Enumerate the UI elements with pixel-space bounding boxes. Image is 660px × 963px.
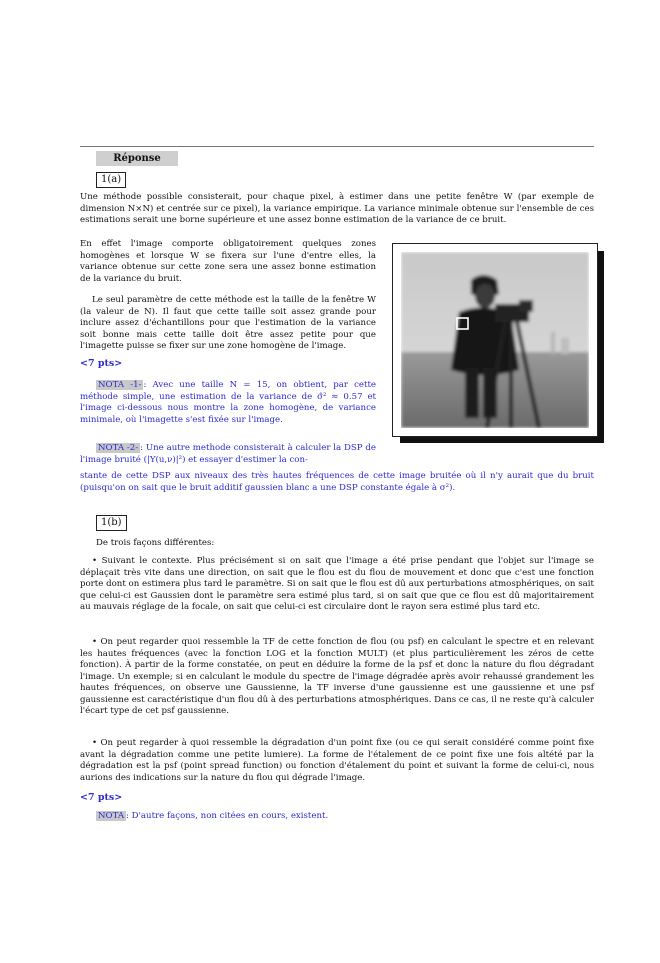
nota-1-text: : Avec une taille N = 15, on obtient, par cette méthode simple, une estimation de la variance de σ̂² ≈ 0.57 et l'image ci-dessous nous montre la zone homogène, de variance minimale, où l'imagette s'est fixée sur l'image.: [80, 380, 376, 425]
q1b-bullet-1: • Suivant le contexte. Plus précisément si on sait que l'image a été prise pendant que l'objet sur l'image se déplaçait très vite dans une direction, on sait que le flou est du flou de mouvement et donc que c'est une fonction porte dont on estimera plus tard le paramètre. Si on sait que le flou est dû aux perturbations atmosphériques, on sait que celui-ci est Gaussien dont le paramètre sera estimé plus tard, si on sait que que ce flou est dû majoritairement au mauvais réglage de la focale, on sait que celui-ci est circulaire dont le rayon sera estimé plus tard etc.: [80, 556, 594, 612]
q1b-bullet-2: • On peut regarder quoi ressemble la TF de cette fonction de flou (ou psf) en calculant le spectre et en relevant les hautes fréquences (avec la fonction LOG et la fonction MULT) (et plus particulièrement les zéros de cette fonction). À partir de la forme constatée, on peut en déduire la forme de la psf et donc la nature du flou dégradant l'image. Un exemple; si en calculant le module du spectre de l'image dégradée après avoir rehaussé grandement les hautes fréquences, on observe une Gaussienne, la TF inverse d'une gaussienne est une gaussienne et une psf gaussienne est caractéristique d'un flou dû à des perturbations atmosphériques. Dans ce cas, il ne reste qu'à calculer l'écart type de cet psf gaussienne.: [80, 637, 594, 716]
q1a-nota-1: [80, 380, 376, 426]
q1a-points: <7 pts>: [80, 358, 123, 369]
nota-2-text-a: : Une autre methode consisterait à calculer la DSP de l'image bruité (|Y(u,ν)|²) et essayer d'estimer la con-: [80, 443, 376, 465]
question-label-1a: 1(a): [96, 172, 126, 188]
q1b-bullet-3: • On peut regarder à quoi ressemble la dégradation d'un point fixe (ou ce qui serait considéré comme point fixe avant la dégradation comme une petite lumiere). La forme de l'étalement de ce point fixe une fois altété par la dégradation est la psf (point spread function) ou fonction d'étalement du point et suivant la forme de celui-ci, nous aurions des indications sur la nature du flou qui dégrade l'image.: [80, 738, 594, 783]
q1a-nota-2-continued: stante de cette DSP aux niveaux des très hautes fréquences de cette image bruitée où il n'y aurait que du bruit (puisqu'on on sait que le bruit additif gaussien blanc a une DSP constante égale à σ²).: [80, 471, 594, 493]
nota-1-tag: NOTA -1-: [98, 380, 142, 390]
nota-tag: NOTA: [98, 811, 125, 821]
q1a-paragraph-1: Une méthode possible consisterait, pour chaque pixel, à estimer dans une petite fenêtre W (par exemple de dimension N×N) et centrée sur ce pixel), la variance empirique. La variance minimale obtenue sur l'ensemble de ces estimations serait une borne supérieure et une assez bonne estimation de la variance de ce bruit.: [80, 192, 594, 225]
nota-2-tag: NOTA -2-: [98, 443, 139, 453]
reponse-heading: Réponse: [96, 151, 178, 166]
q1a-nota-2: [80, 443, 376, 466]
cameraman-figure: [392, 243, 604, 443]
nota-text: : D'autre façons, non citées en cours, existent.: [126, 811, 329, 821]
q1a-paragraph-2: En effet l'image comporte obligatoirement quelques zones homogènes et lorsque W se fixera sur l'une d'entre elles, la variance obtenue sur cette zone sera une assez bonne estimation de la variance du bruit.: [80, 239, 376, 284]
question-label-1b: 1(b): [96, 515, 127, 531]
q1b-points: <7 pts>: [80, 792, 123, 803]
figure-frame: [392, 243, 598, 437]
q1a-paragraph-3: Le seul paramètre de cette méthode est la taille de la fenêtre W (la valeur de N). Il faut que cette taille soit assez grande pour inclure assez d'échantillons pour que l'estimation de la variance soit bonne mais cette taille doit être assez petite pour que l'imagette puisse se fixer sur une zone homogène de l'image.: [80, 295, 376, 351]
q1b-intro: De trois façons différentes:: [96, 538, 215, 548]
horizontal-rule: [80, 146, 594, 147]
cameraman-image: [401, 252, 589, 428]
q1b-nota: [96, 811, 594, 823]
